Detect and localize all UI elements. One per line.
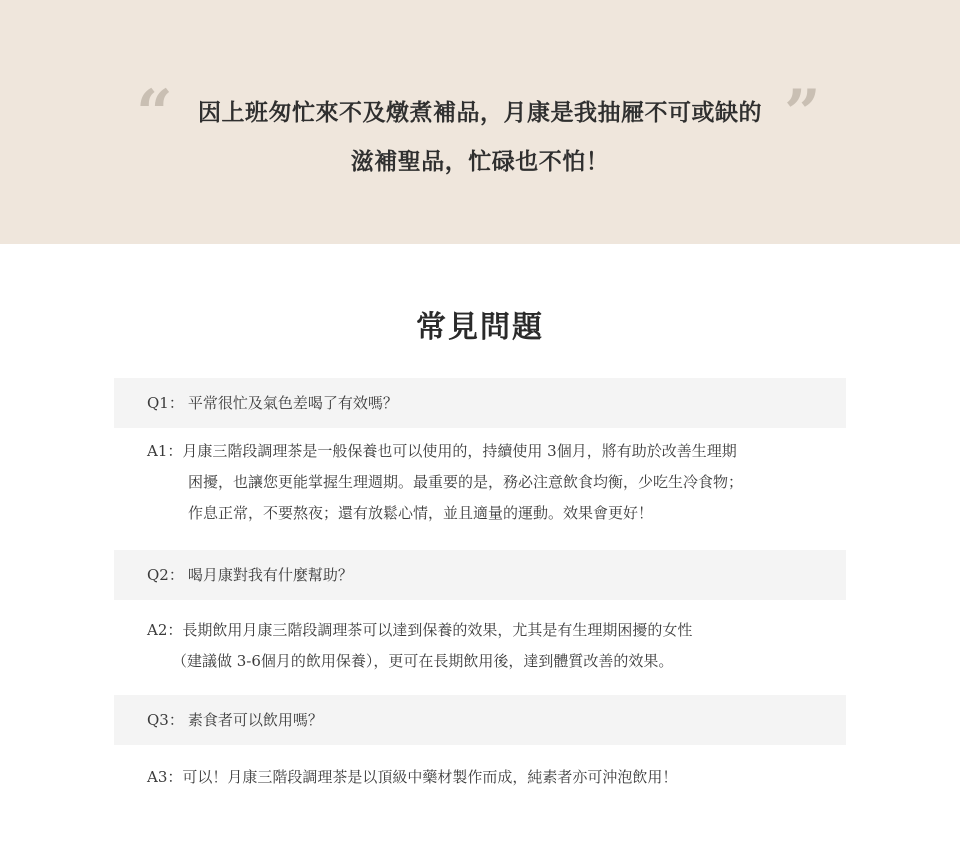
close-quote-icon: ” bbox=[784, 76, 821, 151]
answer-line bbox=[147, 436, 847, 467]
answer-label: A1： bbox=[147, 442, 183, 460]
answer-text: 月康三階段調理茶是一般保養也可以使用的，持續使用 3個月，將有助於改善生理期 bbox=[182, 442, 737, 460]
faq-question-1 bbox=[114, 378, 846, 428]
answer-text: 長期飲用月康三階段調理茶可以達到保養的效果，尤其是有生理期困擾的女性 bbox=[182, 621, 693, 639]
answer-text: 可以！月康三階段調理茶是以頂級中藥材製作而成，純素者亦可沖泡飲用！ bbox=[182, 768, 678, 786]
answer-line: 作息正常，不要熬夜；還有放鬆心情，並且適量的運動。效果會更好！ bbox=[188, 504, 654, 522]
answer-line: （建議做 3-6個月的飲用保養），更可在長期飲用後，達到體質改善的效果。 bbox=[172, 652, 674, 670]
testimonial-line: 因上班匆忙來不及燉煮補品，月康是我抽屜不可或缺的 bbox=[198, 99, 762, 126]
faq-title: 常見問題 bbox=[416, 310, 544, 345]
faq-question-3 bbox=[114, 695, 846, 745]
answer-label: A3： bbox=[147, 768, 183, 786]
answer-label: A2： bbox=[147, 621, 183, 639]
answer-line bbox=[147, 762, 847, 793]
question-label: Q3： bbox=[147, 711, 184, 729]
answer-line bbox=[147, 615, 847, 646]
faq-question-2 bbox=[114, 550, 846, 600]
question-text: 喝月康對我有什麼幫助？ bbox=[187, 566, 353, 584]
question-text: 平常很忙及氣色差喝了有效嗎？ bbox=[187, 394, 398, 412]
testimonial-quote bbox=[180, 88, 780, 186]
answer-line: 困擾，也讓您更能掌握生理週期。最重要的是，務必注意飲食均衡，少吃生冷食物； bbox=[188, 473, 744, 491]
question-text: 素食者可以飲用嗎？ bbox=[187, 711, 323, 729]
testimonial-line: 滋補聖品，忙碌也不怕！ bbox=[350, 148, 610, 175]
testimonial-banner bbox=[0, 0, 960, 244]
faq-answer-3 bbox=[147, 762, 847, 793]
question-label: Q1： bbox=[147, 394, 184, 412]
question-label: Q2： bbox=[147, 566, 184, 584]
faq-answer-2 bbox=[147, 615, 847, 677]
open-quote-icon: “ bbox=[136, 76, 173, 151]
faq-answer-1 bbox=[147, 436, 847, 529]
